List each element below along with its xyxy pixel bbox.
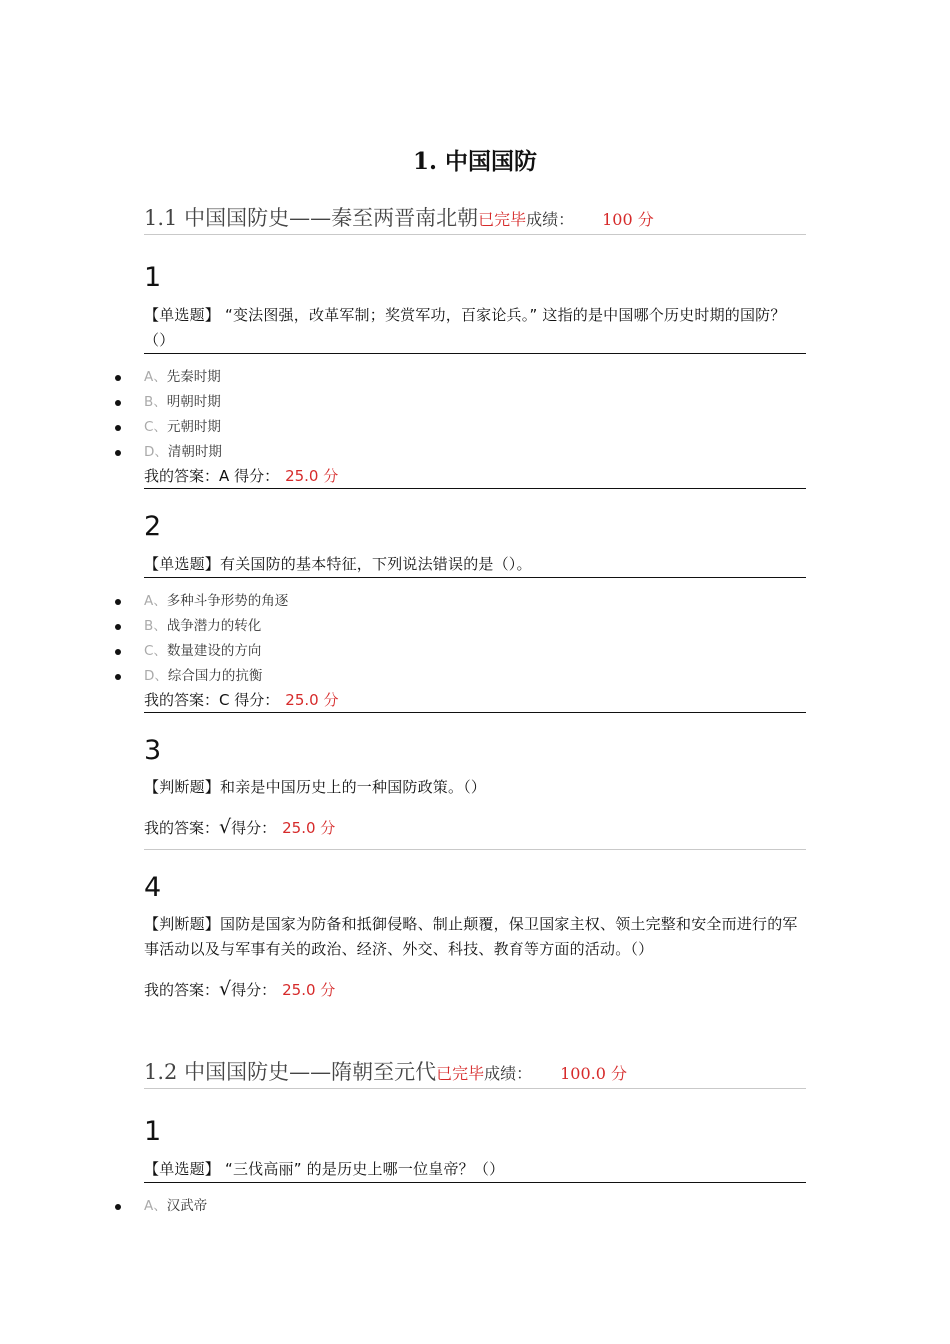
option-text: 多种斗争形势的角逐 (166, 593, 289, 609)
option-text: 先秦时期 (166, 369, 221, 385)
option-text: 元朝时期 (166, 419, 221, 435)
score-value: 25.0 分 (282, 981, 336, 999)
section-status: 已完毕 (436, 1064, 485, 1083)
section-score: 100.0 分 (560, 1064, 628, 1083)
bullet-icon (115, 450, 121, 456)
question-text: 【单选题】 “变法图强，改革军制；奖赏军功，百家论兵。” 这指的是中国哪个历史时期的国防？（） (144, 303, 806, 354)
question-number: 1 (144, 262, 162, 293)
score-value: 25.0 分 (285, 467, 339, 485)
score-label: 得分： (231, 981, 277, 999)
answer-label: 我的答案： (144, 981, 220, 999)
question-text: 【单选题】 “三伐高丽” 的是历史上哪一位皇帝？（） (144, 1157, 806, 1183)
document-title: 1. 中国国防 (412, 148, 538, 175)
option-letter: C、 (144, 419, 167, 435)
section-score-label: 成绩： (484, 1064, 533, 1083)
answer-value: C (219, 691, 230, 709)
option-c[interactable] (144, 415, 806, 440)
option-d[interactable] (144, 664, 806, 689)
section-score-label: 成绩： (526, 210, 575, 229)
answer-value: √ (219, 978, 232, 1000)
question-text: 【单选题】有关国防的基本特征，下列说法错误的是（）。 (144, 552, 806, 578)
score-value: 25.0 分 (285, 691, 339, 709)
option-a[interactable] (144, 589, 806, 614)
option-b[interactable] (144, 390, 806, 415)
bullet-icon (115, 674, 121, 680)
question-number: 2 (144, 511, 162, 542)
option-letter: C、 (144, 643, 167, 659)
option-b[interactable] (144, 614, 806, 639)
question-number: 1 (144, 1116, 162, 1147)
question-number: 3 (144, 735, 162, 766)
my-answer (144, 688, 806, 713)
answer-label: 我的答案： (144, 691, 220, 709)
answer-label: 我的答案： (144, 467, 220, 485)
section-title: 1.1 中国国防史——秦至两晋南北朝 (144, 206, 479, 230)
option-text: 明朝时期 (166, 394, 221, 410)
option-text: 汉武帝 (166, 1198, 208, 1214)
my-answer (144, 977, 806, 1002)
section-score: 100 分 (602, 210, 654, 229)
option-letter: A、 (144, 1198, 167, 1214)
option-letter: B、 (144, 394, 167, 410)
option-text: 清朝时期 (167, 444, 222, 460)
option-a[interactable] (144, 365, 806, 390)
option-text: 综合国力的抗衡 (167, 668, 263, 684)
option-letter: D、 (144, 668, 168, 684)
option-letter: A、 (144, 593, 167, 609)
divider (144, 849, 806, 850)
my-answer (144, 464, 806, 489)
bullet-icon (115, 375, 121, 381)
bullet-icon (115, 400, 121, 406)
option-list (144, 589, 806, 689)
bullet-icon (115, 1204, 121, 1210)
answer-label: 我的答案： (144, 819, 220, 837)
score-label: 得分： (234, 467, 280, 485)
my-answer (144, 815, 806, 840)
option-letter: B、 (144, 618, 167, 634)
option-d[interactable] (144, 440, 806, 465)
question-text: 【判断题】国防是国家为防备和抵御侵略、制止颠覆，保卫国家主权、领土完整和安全而进行的军事活动以及与军事有关的政治、经济、外交、科技、教育等方面的活动。（） (144, 915, 798, 958)
bullet-icon (115, 649, 121, 655)
option-text: 战争潜力的转化 (166, 618, 262, 634)
option-list (144, 1194, 806, 1219)
answer-value: √ (219, 816, 232, 838)
bullet-icon (115, 624, 121, 630)
section-header (144, 202, 806, 235)
option-letter: A、 (144, 369, 167, 385)
bullet-icon (115, 599, 121, 605)
option-list (144, 365, 806, 465)
option-text: 数量建设的方向 (166, 643, 262, 659)
score-label: 得分： (234, 691, 280, 709)
option-c[interactable] (144, 639, 806, 664)
option-a[interactable] (144, 1194, 806, 1219)
question-number: 4 (144, 872, 162, 903)
question-text: 【判断题】和亲是中国历史上的一种国防政策。（） (144, 778, 487, 796)
section-header (144, 1056, 806, 1089)
section-status: 已完毕 (478, 210, 527, 229)
answer-value: A (219, 467, 230, 485)
option-letter: D、 (144, 444, 168, 460)
score-label: 得分： (231, 819, 277, 837)
score-value: 25.0 分 (282, 819, 336, 837)
bullet-icon (115, 425, 121, 431)
section-title: 1.2 中国国防史——隋朝至元代 (144, 1060, 437, 1084)
